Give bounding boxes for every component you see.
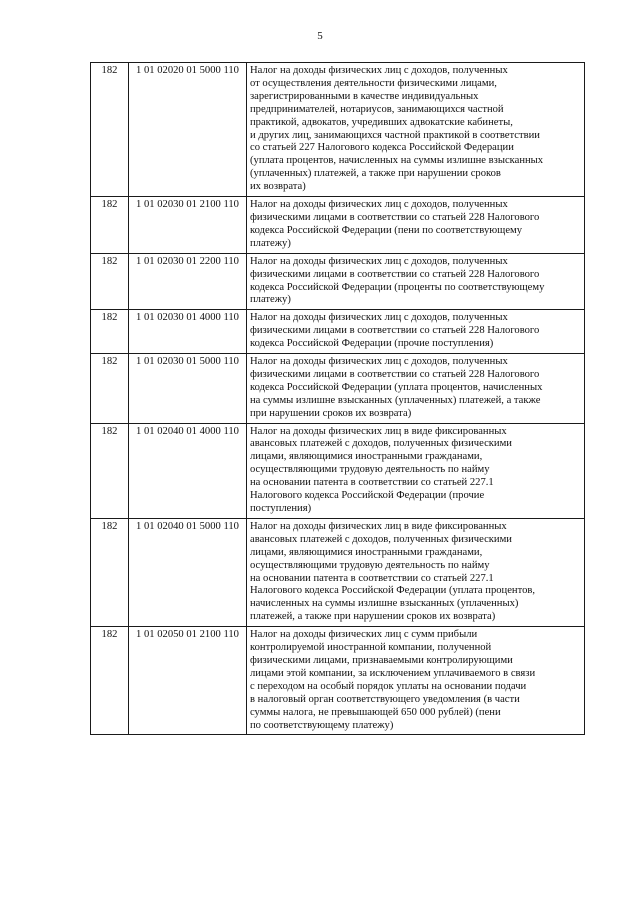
income-name-line: на основании патента в соответствии со статьей 227.1 <box>250 477 494 489</box>
income-name-line: Налогового кодекса Российской Федерации (прочие <box>250 490 485 502</box>
table-row <box>91 423 585 518</box>
budget-code-cell: 1 01 02020 01 5000 110 <box>129 63 247 197</box>
table-row <box>91 197 585 254</box>
income-name-cell <box>247 354 585 424</box>
income-name-line: авансовых платежей с доходов, полученных физическими <box>250 533 512 545</box>
income-name-line: (уплаченных) платежей, а также при нарушении сроков <box>250 168 501 180</box>
income-name-line: начисленных на суммы излишне взысканных (уплаченных) <box>250 598 519 610</box>
table-row <box>91 627 585 735</box>
income-name-line: Налог на доходы физических лиц с доходов, полученных <box>250 255 508 267</box>
income-name-line: платежу) <box>250 294 291 306</box>
table-row <box>91 518 585 626</box>
budget-code-cell: 1 01 02040 01 4000 110 <box>129 423 247 518</box>
income-name-cell <box>247 518 585 626</box>
income-name-line: лицами, являющимися иностранными гражданами, <box>250 451 483 463</box>
table-row <box>91 63 585 197</box>
income-name-line: Налог на доходы физических лиц с доходов, полученных <box>250 356 508 368</box>
income-name-line: и других лиц, занимающихся частной практикой в соответствии <box>250 129 540 141</box>
budget-code-cell: 1 01 02040 01 5000 110 <box>129 518 247 626</box>
income-name-line: суммы налога, не превышающей 650 000 рублей) (пени <box>250 706 501 718</box>
page-number: 5 <box>317 30 323 42</box>
budget-code-cell: 1 01 02030 01 2100 110 <box>129 197 247 254</box>
administrator-code-cell: 182 <box>91 423 129 518</box>
income-name-line: авансовых платежей с доходов, полученных физическими <box>250 438 512 450</box>
income-name-line: Налог на доходы физических лиц с доходов, полученных <box>250 312 508 324</box>
administrator-code-cell: 182 <box>91 197 129 254</box>
income-name-cell <box>247 197 585 254</box>
income-name-line: поступления) <box>250 503 312 514</box>
income-name-line: на суммы излишне взысканных (уплаченных) платежей, а также <box>250 394 541 406</box>
income-name-line: в налоговый орган соответствующего уведомления (в части <box>250 693 520 705</box>
income-name-line: на основании патента в соответствии со статьей 227.1 <box>250 572 494 584</box>
income-name-cell <box>247 627 585 735</box>
income-name-line: Налог на доходы физических лиц в виде фиксированных <box>250 520 507 532</box>
budget-code-cell: 1 01 02030 01 5000 110 <box>129 354 247 424</box>
administrator-code-cell: 182 <box>91 63 129 197</box>
income-name-line: Налог на доходы физических лиц в виде фиксированных <box>250 425 507 437</box>
income-name-cell <box>247 423 585 518</box>
table-row <box>91 354 585 424</box>
administrator-code-cell: 182 <box>91 253 129 310</box>
income-name-line: физическими лицами в соответствии со статьей 228 Налогового <box>250 268 540 280</box>
administrator-code-cell: 182 <box>91 518 129 626</box>
income-name-line: осуществляющими трудовую деятельность по найму <box>250 559 490 571</box>
income-name-line: (уплата процентов, начисленных на суммы излишне взысканных <box>250 155 544 167</box>
income-name-line: предпринимателей, нотариусов, занимающихся частной <box>250 103 504 115</box>
table-row <box>91 253 585 310</box>
income-name-line: с переходом на особый порядок уплаты на основании подачи <box>250 680 527 692</box>
income-name-line: физическими лицами в соответствии со статьей 228 Налогового <box>250 368 540 380</box>
table-row <box>91 310 585 354</box>
income-name-cell <box>247 253 585 310</box>
budget-code-cell: 1 01 02030 01 2200 110 <box>129 253 247 310</box>
administrator-code-cell: 182 <box>91 627 129 735</box>
income-name-line: лицами, являющимися иностранными гражданами, <box>250 546 483 558</box>
income-name-line: осуществляющими трудовую деятельность по найму <box>250 464 490 476</box>
income-name-line: контролируемой иностранной компании, полученной <box>250 642 492 654</box>
income-name-cell <box>247 310 585 354</box>
income-name-line: со статьей 227 Налогового кодекса Российской Федерации <box>250 142 514 154</box>
income-name-line: их возврата) <box>250 181 306 193</box>
income-name-line: кодекса Российской Федерации (уплата процентов, начисленных <box>250 381 543 393</box>
budget-code-cell: 1 01 02050 01 2100 110 <box>129 627 247 735</box>
income-name-line: Налог на доходы физических лиц с сумм прибыли <box>250 629 478 641</box>
income-name-line: по соответствующему платежу) <box>250 719 394 731</box>
budget-classification-table <box>90 62 585 735</box>
income-name-line: практикой, адвокатов, учредивших адвокатские кабинеты, <box>250 116 513 128</box>
administrator-code-cell: 182 <box>91 310 129 354</box>
income-name-line: при нарушении сроков их возврата) <box>250 407 412 419</box>
income-name-line: Налогового кодекса Российской Федерации (уплата процентов, <box>250 585 536 597</box>
income-name-line: лицами этой компании, за исключением уплачиваемого в связи <box>250 667 536 679</box>
income-name-line: кодекса Российской Федерации (пени по соответствующему <box>250 224 523 236</box>
income-name-line: платежей, а также при нарушении сроков их возврата) <box>250 611 496 623</box>
administrator-code-cell: 182 <box>91 354 129 424</box>
income-name-line: кодекса Российской Федерации (проценты по соответствующему <box>250 281 545 293</box>
income-name-line: физическими лицами в соответствии со статьей 228 Налогового <box>250 211 540 223</box>
income-name-line: зарегистрированными в качестве индивидуальных <box>250 90 479 102</box>
income-name-cell <box>247 63 585 197</box>
income-name-line: Налог на доходы физических лиц с доходов, полученных <box>250 199 508 211</box>
income-name-line: от осуществления деятельности физическими лицами, <box>250 77 497 89</box>
budget-code-cell: 1 01 02030 01 4000 110 <box>129 310 247 354</box>
income-name-line: физическими лицами, признаваемыми контролирующими <box>250 654 513 666</box>
table-body <box>91 63 585 735</box>
income-name-line: кодекса Российской Федерации (прочие поступления) <box>250 338 494 350</box>
income-name-line: физическими лицами в соответствии со статьей 228 Налогового <box>250 325 540 337</box>
income-name-line: Налог на доходы физических лиц с доходов, полученных <box>250 65 508 76</box>
income-name-line: платежу) <box>250 237 291 249</box>
